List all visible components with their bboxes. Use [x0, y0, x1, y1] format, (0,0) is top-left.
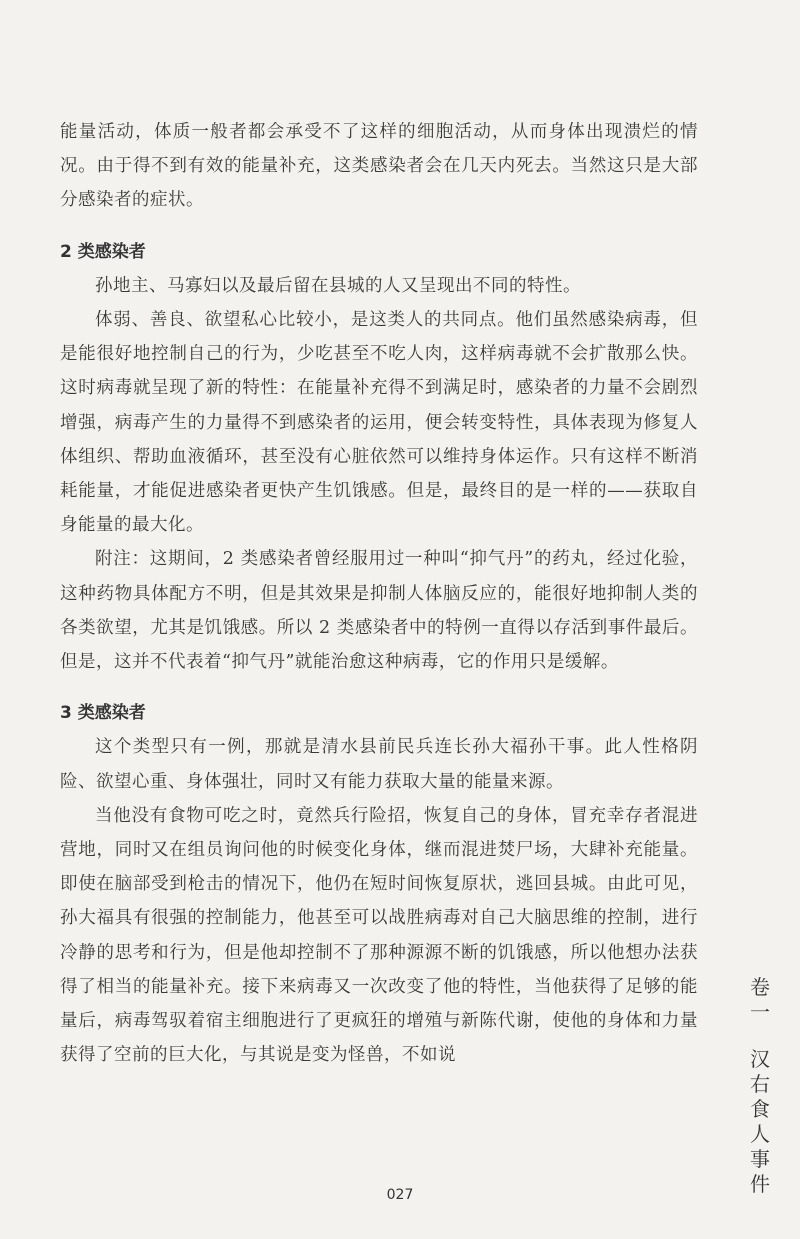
paragraph-continued: 能量活动，体质一般者都会承受不了这样的细胞活动，从而身体出现溃烂的情况。由于得不到有效的能量补充，这类感染者会在几天内死去。当然这只是大部分感染者的症状。	[60, 122, 698, 211]
paragraph: 孙地主、马寡妇以及最后留在县城的人又呈现出不同的特性。	[95, 275, 581, 296]
paragraph: 这个类型只有一例，那就是清水县前民兵连长孙大福孙干事。此人性格阴险、欲望心重、身体强壮，同时又有能力获取大量的能量来源。	[60, 737, 698, 792]
body-text	[60, 115, 698, 1072]
section-heading-type3: 3 类感染者	[60, 703, 146, 724]
chapter-char: 汉	[750, 1047, 770, 1071]
page-number: 027	[386, 1187, 414, 1203]
volume-char: 一	[750, 1000, 770, 1024]
chapter-char: 食	[750, 1097, 770, 1121]
section-heading-type2: 2 类感染者	[60, 241, 146, 262]
side-chapter-marker	[748, 975, 772, 1197]
chapter-char: 人	[750, 1122, 770, 1146]
paragraph: 体弱、善良、欲望私心比较小，是这类人的共同点。他们虽然感染病毒，但是能很好地控制自己的行为，少吃甚至不吃人肉，这样病毒就不会扩散那么快。这时病毒就呈现了新的特性：在能量补充得不到满足时，感染者的力量不会剧烈增强，病毒产生的力量得不到感染者的运用，便会转变特性，具体表现为修复人体组织、帮助血液循环，甚至没有心脏依然可以维持身体运作。只有这样不断消耗能量，才能促进感染者更快产生饥饿感。但是，最终目的是一样的——获取自身能量的最大化。	[60, 310, 698, 536]
paragraph: 当他没有食物可吃之时，竟然兵行险招，恢复自己的身体，冒充幸存者混进营地，同时又在组员询问他的时候变化身体，继而混进焚尸场，大肆补充能量。即使在脑部受到枪击的情况下，他仍在短时间恢复原状，逃回县城。由此可见，孙大福具有很强的控制能力，他甚至可以战胜病毒对自己大脑思维的控制，进行冷静的思考和行为，但是他却控制不了那种源源不断的饥饿感，所以他想办法获得了相当的能量补充。接下来病毒又一次改变了他的特性，当他获得了足够的能量后，病毒驾驭着宿主细胞进行了更疯狂的增殖与新陈代谢，使他的身体和力量获得了空前的巨大化，与其说是变为怪兽，不如说	[60, 805, 698, 1066]
chapter-char: 件	[750, 1172, 770, 1196]
note-paragraph: 附注：这期间，2 类感染者曾经服用过一种叫“抑气丹”的药丸，经过化验，这种药物具体配方不明，但是其效果是抑制人体脑反应的，能很好地抑制人类的各类欲望，尤其是饥饿感。所以 2 类感染者中的特例一直得以存活到事件最后。但是，这并不代表着“抑气丹”就能治愈这种病毒，它的作用只是缓解。	[60, 549, 698, 673]
chapter-char: 事	[750, 1147, 770, 1171]
volume-char: 卷	[750, 975, 770, 999]
chapter-char: 右	[750, 1072, 770, 1096]
